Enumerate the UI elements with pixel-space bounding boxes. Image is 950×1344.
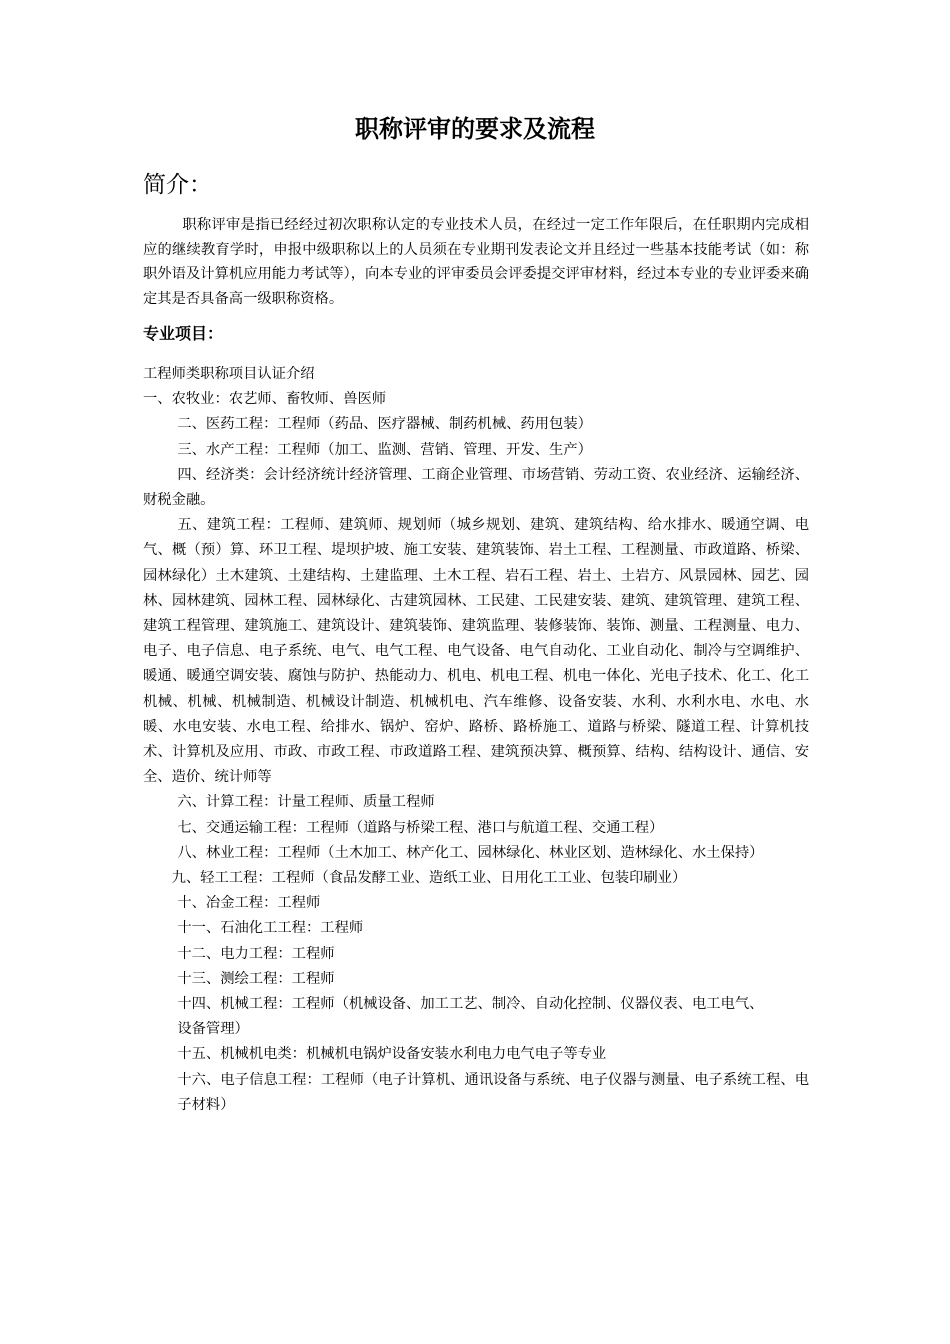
document-title: 职称评审的要求及流程 [355,115,595,143]
intro-paragraph: 职称评审是指已经经过初次职称认定的专业技术人员，在经过一定工作年限后，在任职期内完成相应的继续教育学时，申报中级职称以上的人员须在专业期刊发表论文并且经过一些基本技能考试（如：称职外语及计算机应用能力考试等），向本专业的评审委员会评委提交评审材料，经过本专业的专业评委来确定其是否具备高一级职称资格。 [143,217,809,307]
list-item: 十一、石油化工工程：工程师 [177,920,364,937]
list-item: 十二、电力工程：工程师 [177,945,335,962]
list-item: 设备管理） [177,1021,249,1038]
list-item: 十五、机械机电类：机械机电锅炉设备安装水利电力电气电子等专业 [177,1046,607,1063]
list-item: 十三、测绘工程：工程师 [177,970,335,987]
list-item: 九、轻工工程：工程师（食品发酵工业、造纸工业、日用化工工业、包装印刷业） [171,870,687,887]
list-item: 十、冶金工程：工程师 [177,895,321,912]
projects-subtitle: 工程师类职称项目认证介绍 [143,366,315,382]
list-item: 十六、电子信息工程：工程师（电子计算机、通讯设备与系统、电子仪器与测量、电子系统工程、电子材料） [177,1071,809,1113]
list-item: 五、建筑工程：工程师、建筑师、规划师（城乡规划、建筑、建筑结构、给水排水、暖通空调、电气、概（预）算、环卫工程、堤坝护坡、施工安装、建筑装饰、岩土工程、工程测量、市政道路、桥梁、园林绿化）土木建筑、土建结构、土建监理、土木工程、岩石工程、岩土、土岩方、风景园林、园艺、园林、园林建筑、园林工程、园林绿化、古建筑园林、工民建、工民建安装、建筑、建筑管理、建筑工程、建筑工程管理、建筑施工、建筑设计、建筑装饰、建筑监理、装修装饰、装饰、测量、工程测量、电力、电子、电子信息、电子系统、电气、电气工程、电气设备、电气自动化、工业自动化、制冷与空调维护、暖通、暖通空调安装、腐蚀与防护、热能动力、机电、机电工程、机电一体化、光电子技术、化工、化工机械、机械、机械制造、机械设计制造、机械机电、汽车维修、设备安装、水利、水利水电、水电、水暖、水电安装、水电工程、给排水、锅炉、窑炉、路桥、路桥施工、道路与桥梁、隧道工程、计算机技术、计算机及应用、市政、市政工程、市政道路工程、建筑预决算、概预算、结构、结构设计、通信、安全、造价、统计师等 [143,517,809,786]
projects-list [143,362,809,1118]
list-item: 四、经济类：会计经济统计经济管理、工商企业管理、市场营销、劳动工资、农业经济、运输经济、财税金融。 [143,466,809,509]
list-item: 三、水产工程：工程师（加工、监测、营销、管理、开发、生产） [177,441,592,458]
list-item: 二、医药工程：工程师（药品、医疗器械、制药机械、药用包装） [177,416,592,433]
list-item: 八、林业工程：工程师（土木加工、林产化工、园林绿化、林业区划、造林绿化、水土保持） [177,844,764,861]
projects-heading: 专业项目： [143,324,224,343]
list-item: 六、计算工程：计量工程师、质量工程师 [177,794,435,811]
intro-heading: 简介： [143,172,212,198]
list-item: 十四、机械工程：工程师（机械设备、加工工艺、制冷、自动化控制、仪器仪表、电工电气、 [177,996,764,1013]
list-item: 七、交通运输工程：工程师（道路与桥梁工程、港口与航道工程、交通工程） [177,819,664,836]
list-item: 一、农牧业：农艺师、畜牧师、兽医师 [143,391,387,408]
